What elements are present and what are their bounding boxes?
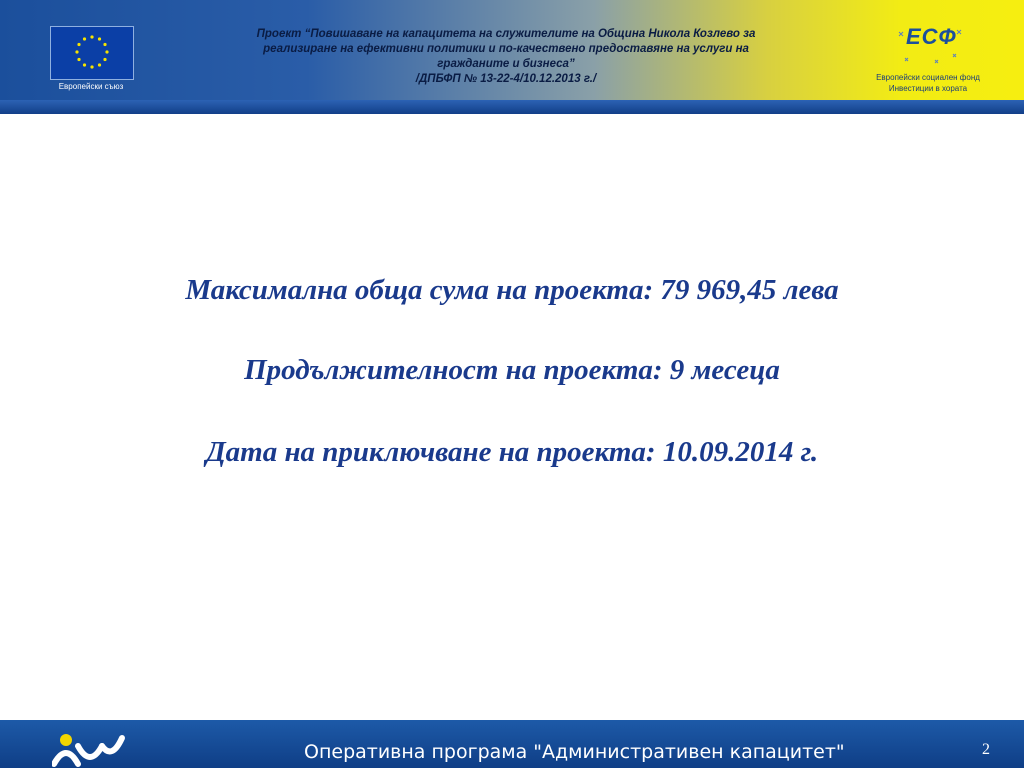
project-contract-number: /ДПБФП № 13-22-4/10.12.2013 г./ [415,73,597,85]
operational-programme-logo-icon [52,724,128,768]
project-title [186,27,826,87]
eu-flag-icon [50,26,134,80]
header-divider [0,100,1024,114]
esf-caption-line: Европейски социален фонд [876,73,980,82]
esf-caption [858,72,998,94]
project-end-date: Дата на приключване на проекта: 10.09.2014 г. [205,436,819,468]
project-title-line: гражданите и бизнеса” [437,58,575,70]
max-project-amount: Максимална обща сума на проекта: 79 969,45 лева [185,274,839,306]
operational-programme-title: Оперативна програма "Административен капацитет" [304,741,845,763]
esf-logo-text: ЕСФ [906,24,957,49]
esf-caption-line: Инвестиции в хората [888,84,968,93]
eu-caption: Европейски съюз [58,82,124,91]
slide-number: 2 [982,741,990,758]
project-title-line: реализиране на ефективни политики и по-качествено предоставяне на услуги на [263,43,749,55]
project-duration: Продължителност на проекта: 9 месеца [244,354,780,386]
project-title-line: Проект “Повишаване на капацитета на служителите на Община Никола Козлево за [256,28,756,40]
